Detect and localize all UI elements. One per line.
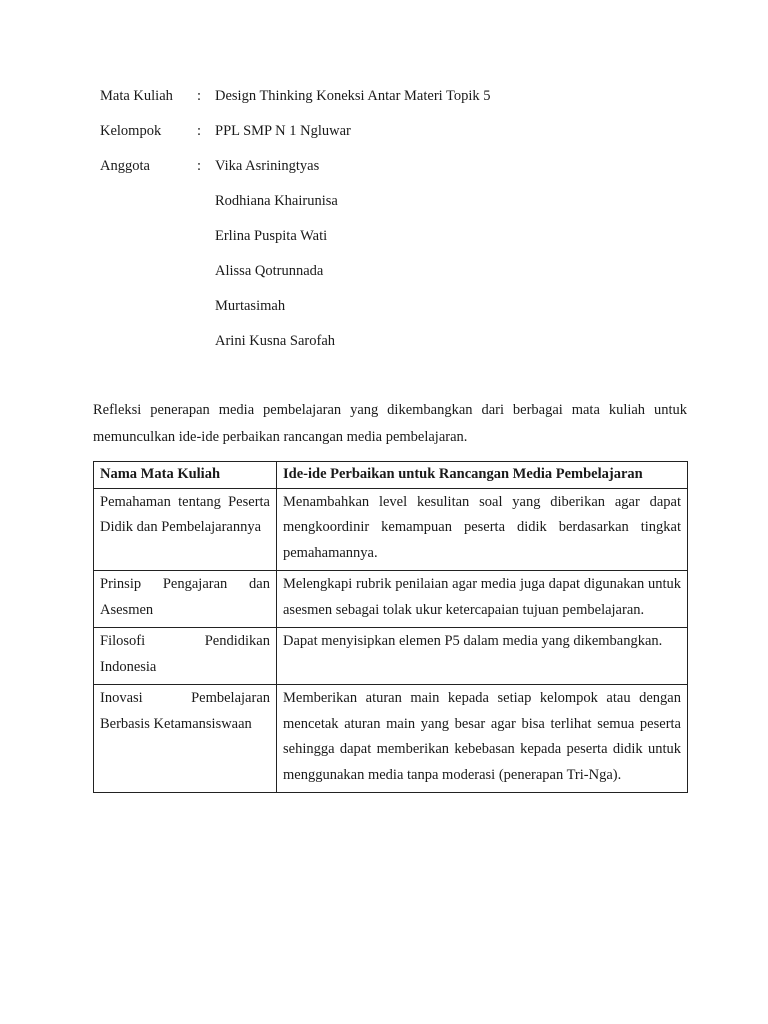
table-row xyxy=(94,488,688,571)
course-value: Design Thinking Koneksi Antar Materi Topik 5 xyxy=(215,88,491,104)
member-name: Arini Kusna Sarofah xyxy=(215,333,336,349)
colon: : xyxy=(197,158,202,174)
table-row xyxy=(94,685,688,793)
course-label: Mata Kuliah xyxy=(100,88,173,104)
intro-paragraph: Refleksi penerapan media pembelajaran yang dikembangkan dari berbagai mata kuliah untuk memunculkan ide-ide perbaikan rancangan media pembelajaran. xyxy=(93,402,687,445)
idea-cell: Menambahkan level kesulitan soal yang diberikan agar dapat mengkoordinir kemampuan peserta didik berdasarkan tingkat pemahamannya. xyxy=(277,488,688,571)
group-value: PPL SMP N 1 Ngluwar xyxy=(215,123,351,139)
idea-cell: Dapat menyisipkan elemen P5 dalam media yang dikembangkan. xyxy=(277,628,688,685)
colon: : xyxy=(197,88,202,104)
members-list xyxy=(215,189,338,364)
info-row-course xyxy=(100,84,491,119)
course-name-cell: Prinsip Pengajaran dan Asesmen xyxy=(94,571,277,628)
header-ideas: Ide-ide Perbaikan untuk Rancangan Media Pembelajaran xyxy=(277,462,688,489)
info-row-members xyxy=(100,154,338,189)
member-name: Erlina Puspita Wati xyxy=(215,228,328,244)
colon: : xyxy=(197,123,202,139)
course-name-cell: Inovasi Pembelajaran Berbasis Ketamansiswaan xyxy=(94,685,277,793)
course-name-cell: Filosofi Pendidikan Indonesia xyxy=(94,628,277,685)
members-label: Anggota xyxy=(100,158,150,174)
idea-cell: Memberikan aturan main kepada setiap kelompok atau dengan mencetak aturan main yang besar agar bisa terlihat semua peserta sehingga dapat memberikan kebebasan kepada peserta didik untuk menggunakan media tanpa moderasi (penerapan Tri-Nga). xyxy=(277,685,688,793)
group-label: Kelompok xyxy=(100,123,162,139)
table-header-row xyxy=(94,462,688,489)
member-name: Vika Asriningtyas xyxy=(215,158,320,174)
course-name-cell: Pemahaman tentang Peserta Didik dan Pembelajarannya xyxy=(94,488,277,571)
reflection-table xyxy=(93,461,688,793)
header-course-name: Nama Mata Kuliah xyxy=(94,462,277,489)
table-row xyxy=(94,571,688,628)
idea-cell: Melengkapi rubrik penilaian agar media juga dapat digunakan untuk asesmen sebagai tolak ukur ketercapaian tujuan pembelajaran. xyxy=(277,571,688,628)
member-name: Rodhiana Khairunisa xyxy=(215,193,338,209)
info-row-group xyxy=(100,119,351,154)
member-name: Murtasimah xyxy=(215,298,286,314)
table-row xyxy=(94,628,688,685)
header-info xyxy=(100,84,491,364)
member-name: Alissa Qotrunnada xyxy=(215,263,324,279)
